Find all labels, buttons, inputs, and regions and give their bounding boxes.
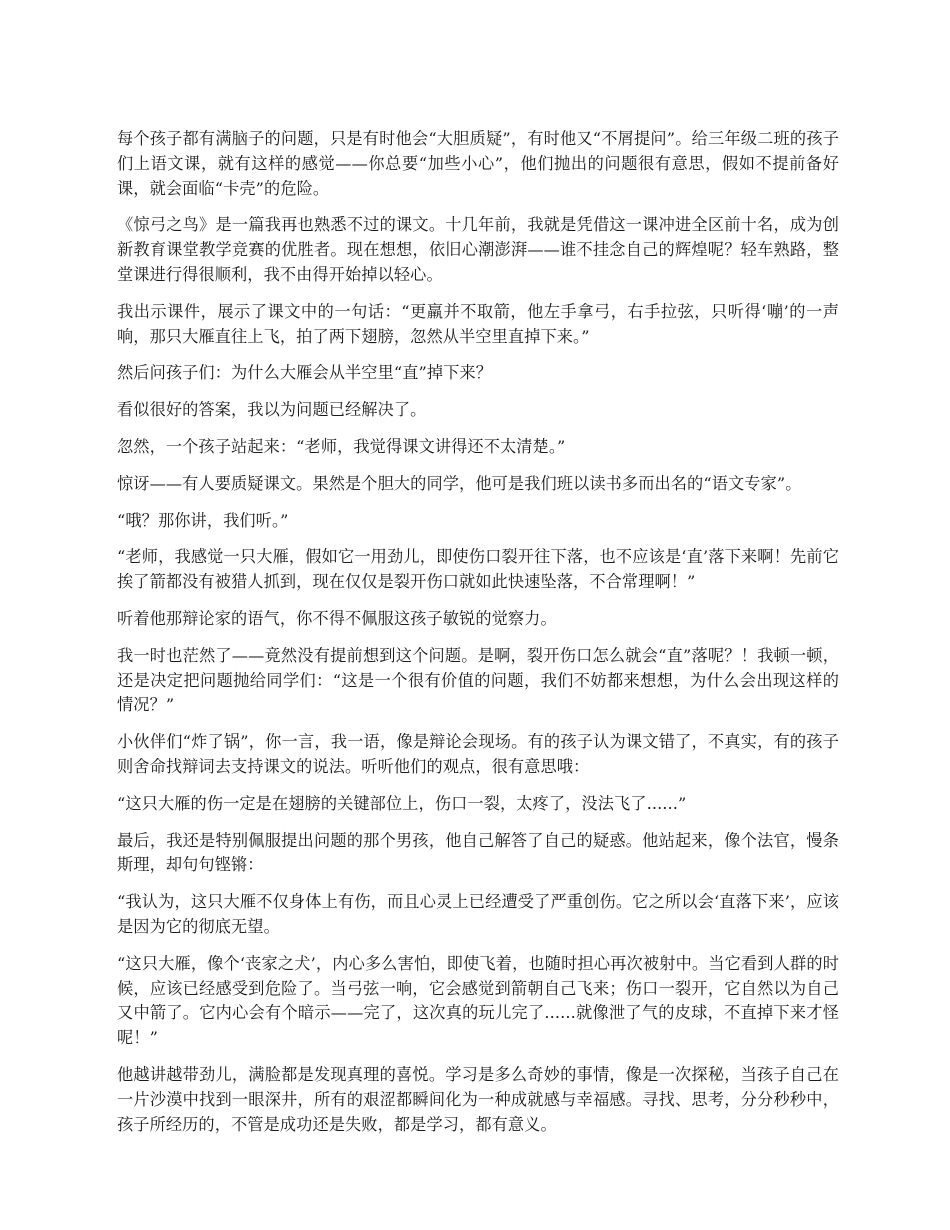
paragraph: 小伙伴们“炸了锅”，你一言，我一语，像是辩论会现场。有的孩子认为课文错了，不真实，有的孩子则舍命找辩词去支持课文的说法。听听他们的观点，很有意思哦：: [117, 732, 839, 776]
paragraph: 忽然，一个孩子站起来：“老师，我觉得课文讲得还不太清楚。”: [117, 436, 566, 456]
paragraph: “我认为，这只大雁不仅身体上有伤，而且心灵上已经遭受了严重创伤。它之所以会‘直落下来’，应该是因为它的彻底无望。: [117, 892, 839, 936]
paragraph: “哦？那你讲，我们听。”: [117, 510, 289, 530]
paragraph: 他越讲越带劲儿，满脸都是发现真理的喜悦。学习是多么奇妙的事情，像是一次探秘，当孩子自己在一片沙漠中找到一眼深井，所有的艰涩都瞬间化为一种成就感与幸福感。寻找、思考，分分秒秒中，孩子所经历的，不管是成功还是失败，都是学习，都有意义。: [117, 1064, 839, 1134]
paragraph: “这只大雁的伤一定是在翅膀的关键部位上，伤口一裂，太疼了，没法飞了......”: [117, 793, 687, 813]
paragraph: 每个孩子都有满脑子的问题，只是有时他会“大胆质疑”，有时他又“不屑提问”。给三年级二班的孩子们上语文课，就有这样的感觉——你总要“加些小心”，他们抛出的问题很有意思，假如不提前备好课，就会面临“卡壳”的危险。: [117, 129, 839, 198]
paragraph: “老师，我感觉一只大雁，假如它一用劲儿，即使伤口裂开往下落，也不应该是‘直’落下来啊！先前它挨了箭都没有被猎人抓到，现在仅仅是裂开伤口就如此快速坠落，不合常理啊！”: [117, 547, 839, 592]
paragraph: 《惊弓之鸟》是一篇我再也熟悉不过的课文。十几年前，我就是凭借这一课冲进全区前十名，成为创新教育课堂教学竞赛的优胜者。现在想想，依旧心潮澎湃——谁不挂念自己的辉煌呢？轻车熟路，整堂课进行得很顺利，我不由得开始掉以轻心。: [117, 215, 839, 284]
document-body: [117, 127, 839, 1149]
paragraph: 看似很好的答案，我以为问题已经解决了。: [117, 400, 427, 420]
paragraph: 我一时也茫然了——竟然没有提前想到这个问题。是啊，裂开伤口怎么就会“直”落呢？！我顿一顿，还是决定把问题抛给同学们：“这是一个很有价值的问题，我们不妨都来想想，为什么会出现这样的情况？”: [117, 645, 839, 715]
paragraph: 我出示课件，展示了课文中的一句话：“更羸并不取箭，他左手拿弓，右手拉弦，只听得‘嘣’的一声响，那只大雁直往上飞，拍了两下翅膀，忽然从半空里直掉下来。”: [117, 301, 839, 346]
paragraph: “这只大雁，像个‘丧家之犬’，内心多么害怕，即使飞着，也随时担心再次被射中。当它看到人群的时候，应该已经感受到危险了。当弓弦一响，它会感觉到箭朝自己飞来；伤口一裂开，它自然以为自己又中箭了。它内心会有个暗示——完了，这次真的玩儿完了......就像泄了气的皮球，不直掉下来才怪呢！”: [117, 953, 839, 1048]
paragraph: 惊讶——有人要质疑课文。果然是个胆大的同学，他可是我们班以读书多而出名的“语文专家”。: [117, 473, 802, 493]
paragraph: 最后，我还是特别佩服提出问题的那个男孩，他自己解答了自己的疑惑。他站起来，像个法官，慢条斯理，却句句铿锵：: [117, 830, 839, 875]
paragraph: 然后问孩子们：为什么大雁会从半空里“直”掉下来？: [117, 363, 493, 383]
paragraph: 听着他那辩论家的语气，你不得不佩服这孩子敏锐的觉察力。: [117, 608, 557, 628]
